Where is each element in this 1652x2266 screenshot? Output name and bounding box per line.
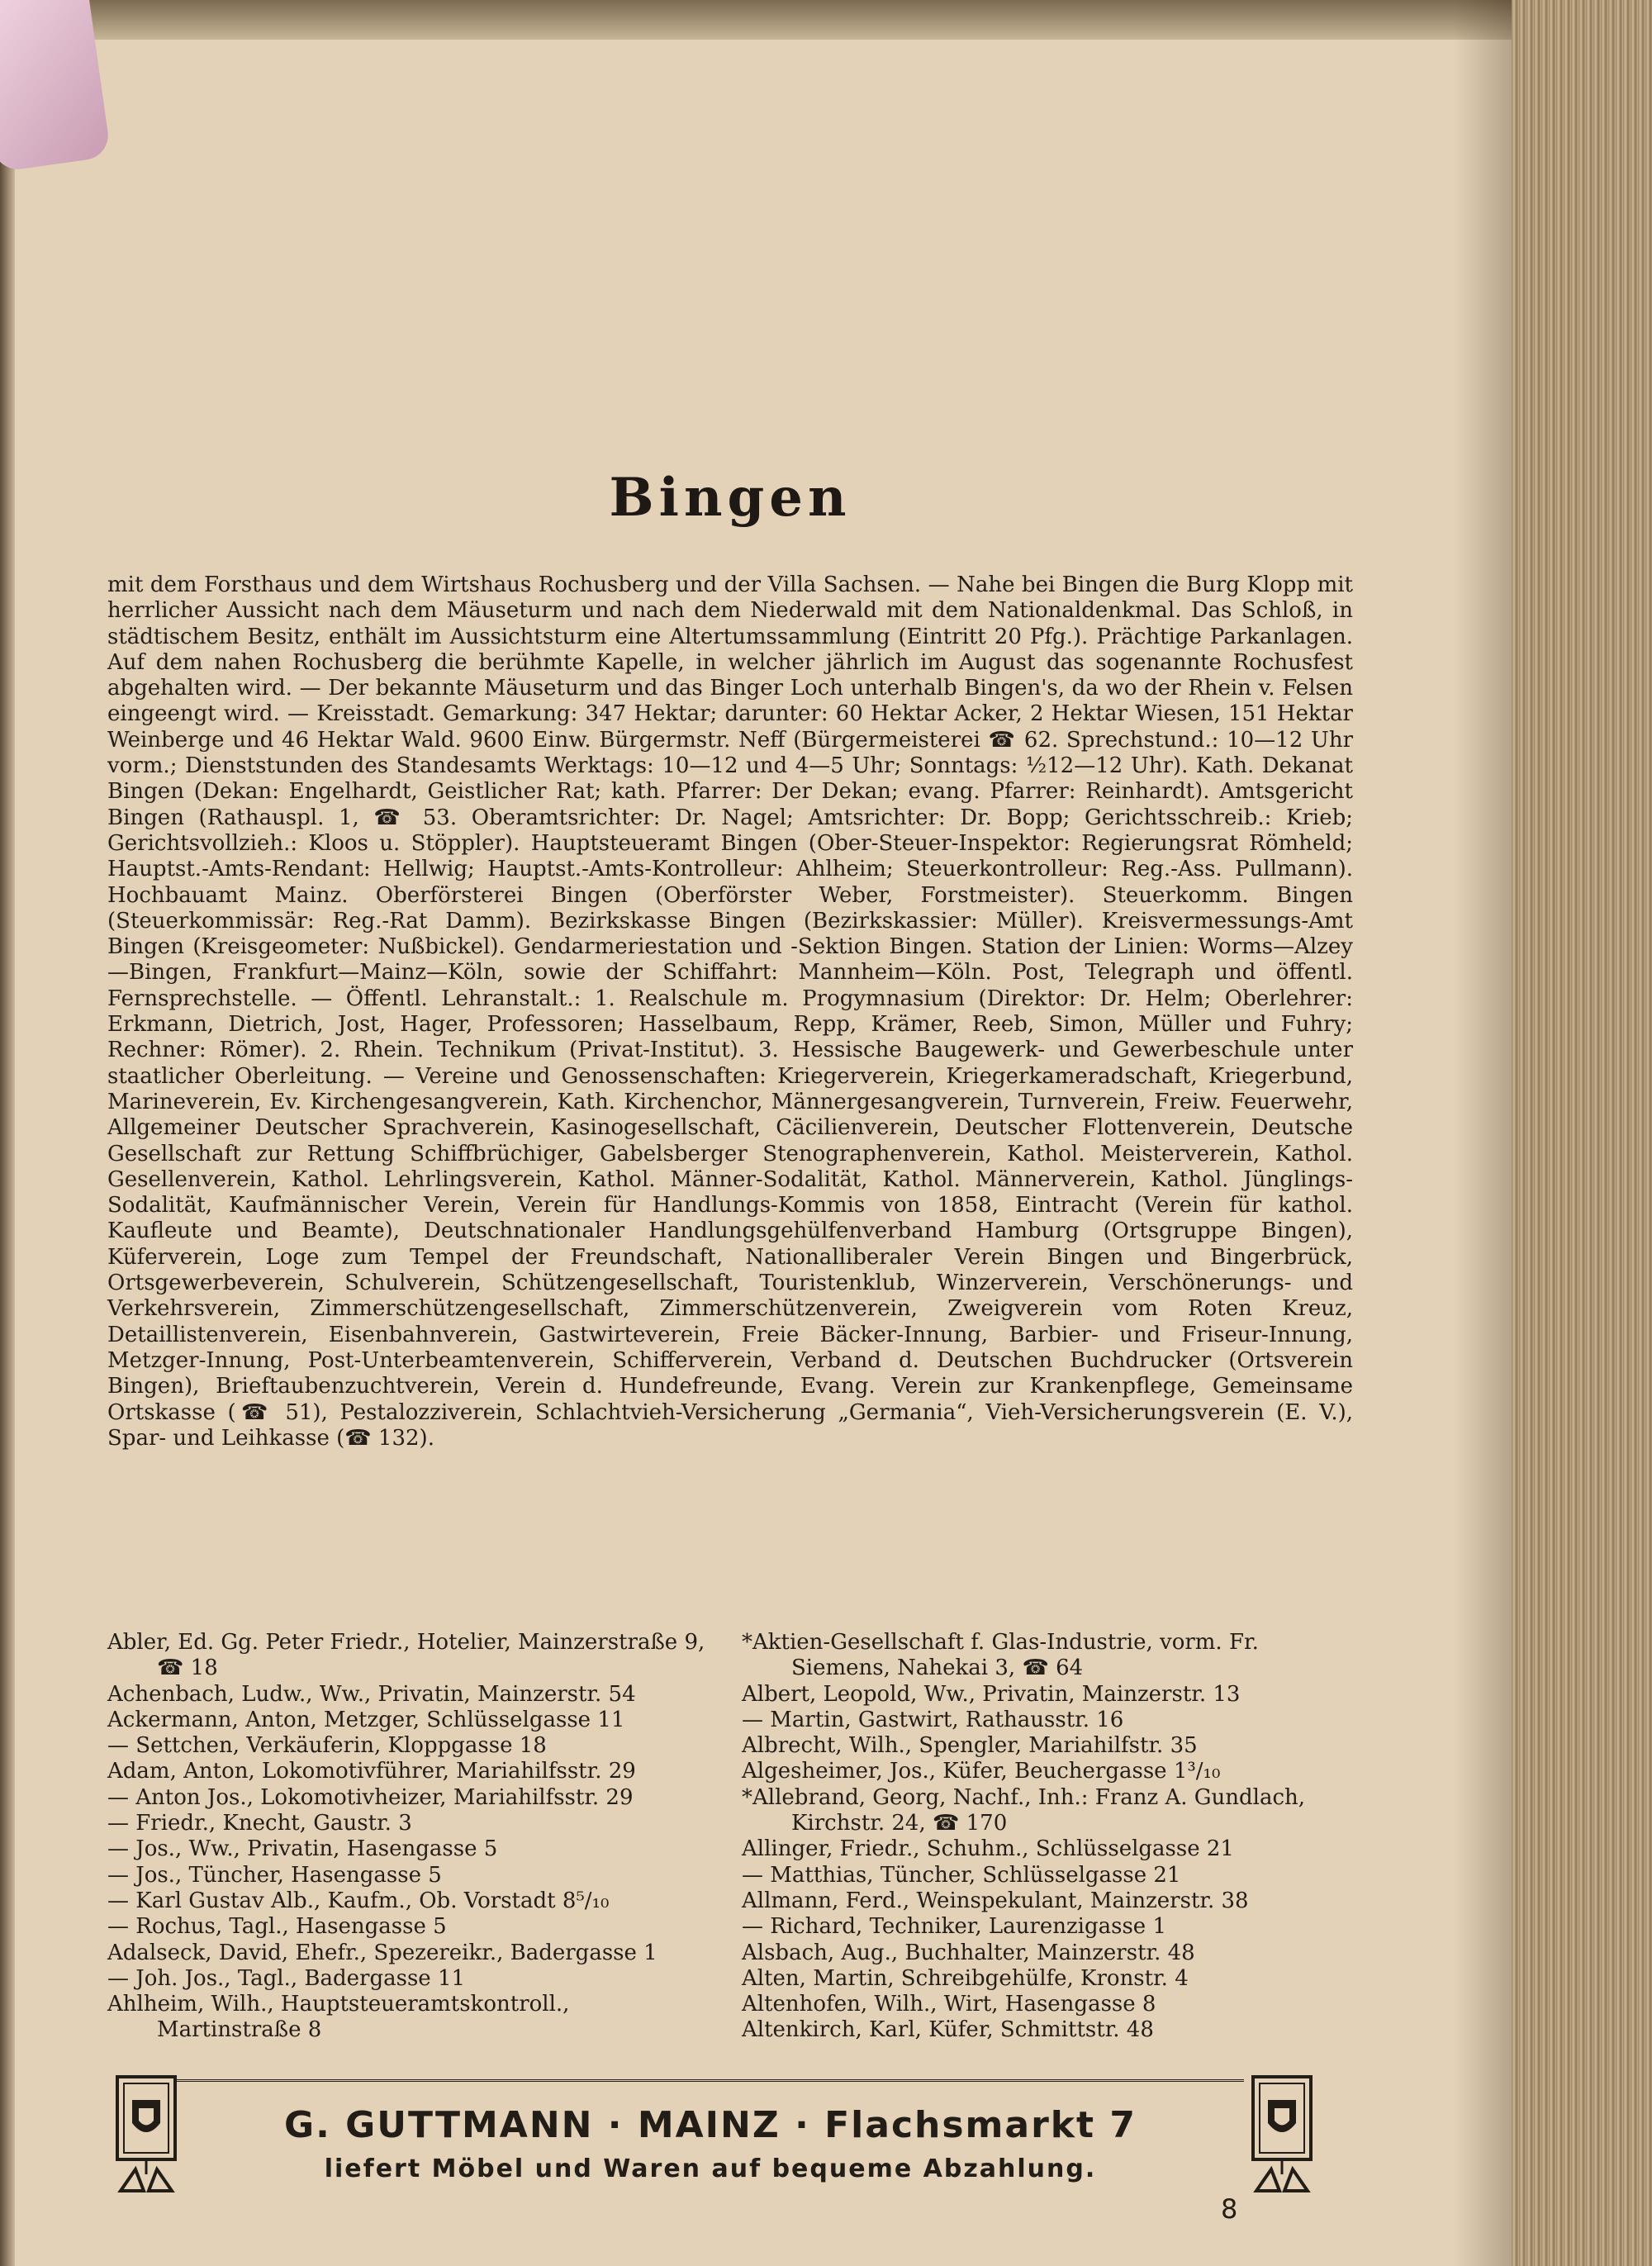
directory-entry: Altenhofen, Wilh., Wirt, Hasengasse 8 [742, 1992, 1156, 2017]
directory-entry: — Rochus, Tagl., Hasengasse 5 [107, 1914, 447, 1940]
directory-entry: Algesheimer, Jos., Küfer, Beuchergasse 1³/₁₀ [742, 1759, 1221, 1784]
directory-entry: — Friedr., Knecht, Gaustr. 3 [107, 1811, 412, 1836]
binding-shadow [1454, 0, 1512, 2266]
book-binding [1512, 0, 1652, 2266]
directory-entry: Allmann, Ferd., Weinspekulant, Mainzerstr. 38 [742, 1888, 1249, 1913]
advertisement-slogan: liefert Möbel und Waren auf bequeme Abzahlung. [324, 2154, 1097, 2183]
directory-entry: Altenkirch, Karl, Küfer, Schmittstr. 48 [742, 2017, 1154, 2043]
directory-entry: *Allebrand, Georg, Nachf., Inh.: Franz A. Gundlach, Kirchstr. 24, ☎ 170 [742, 1784, 1306, 1836]
directory-entry: Ahlheim, Wilh., Hauptsteueramtskontroll., Martinstraße 8 [107, 1992, 570, 2043]
directory-entry: Albrecht, Wilh., Spengler, Mariahilfstr. 35 [742, 1733, 1198, 1759]
directory-entry: Alsbach, Aug., Buchhalter, Mainzerstr. 48 [742, 1940, 1195, 1965]
advertisement-company: G. GUTTMANN · MAINZ · Flachsmarkt 7 [283, 2104, 1137, 2146]
directory-entry: — Anton Jos., Lokomotivheizer, Mariahilfsstr. 29 [107, 1784, 634, 1810]
directory-entry: Adam, Anton, Lokomotivführer, Mariahilfsstr. 29 [107, 1759, 636, 1784]
directory-entry: Alten, Martin, Schreibgehülfe, Kronstr. 4 [742, 1965, 1189, 1991]
shield-with-arrows-icon [116, 2075, 177, 2193]
directory-entry: — Jos., Ww., Privatin, Hasengasse 5 [107, 1836, 498, 1862]
directory-entry: Achenbach, Ludw., Ww., Privatin, Mainzerstr. 54 [107, 1681, 636, 1707]
page-top-edge [0, 0, 1652, 40]
directory-entry: Allinger, Friedr., Schuhm., Schlüsselgasse 21 [742, 1836, 1234, 1862]
directory-column-right [742, 1630, 1346, 2044]
shield-with-arrows-icon [1251, 2075, 1313, 2193]
directory-entry: Adalseck, David, Ehefr., Spezereikr., Badergasse 1 [107, 1940, 657, 1965]
directory-entry: Ackermann, Anton, Metzger, Schlüsselgasse 11 [107, 1707, 625, 1732]
directory-entry: — Richard, Techniker, Laurenzigasse 1 [742, 1914, 1166, 1940]
directory-column-left [107, 1630, 712, 2044]
page-title: Bingen [609, 467, 852, 529]
directory-entry: *Aktien-Gesellschaft f. Glas-Industrie, vorm. Fr. Siemens, Nahekai 3, ☎ 64 [742, 1630, 1259, 1681]
intro-paragraph: mit dem Forsthaus und dem Wirtshaus Rochusberg und der Villa Sachsen. — Nahe bei Bingen die Burg Klopp mit herrlicher Aussicht nach dem Mäuseturm und nach dem Niederwald mit dem Nationaldenkmal. Das Schloß, in städtischem Besitz, enthält im Aussichtsturm eine Altertumssammlung (Eintritt 20 Pfg.). Prächtige Parkanlagen. Auf dem nahen Rochusberg die berühmte Kapelle, in welcher jährlich im August das sogenannte Rochusfest abgehalten wird. — Der bekannte Mäuseturm und das Binger Loch unterhalb Bingen's, da wo der Rhein v. Felsen eingeengt wird. — Kreisstadt. Gemarkung: 347 Hektar; darunter: 60 Hektar Acker, 2 Hektar Wiesen, 151 Hektar Weinberge und 46 Hektar Wald. 9600 Einw. Bürgermstr. Neff (Bürgermeisterei ☎ 62. Sprechstund.: 10—12 Uhr vorm.; Dienststunden des Standesamts Werktags: 10—12 und 4—5 Uhr; Sonntags: ½12—12 Uhr). Kath. Dekanat Bingen (Dekan: Engelhardt, Geistlicher Rat; kath. Pfarrer: Der Dekan; evang. Pfarrer: Reinhardt). Amtsgericht Bingen (Rathauspl. 1, ☎ 53. Oberamtsrichter: Dr. Nagel; Amtsrichter: Dr. Bopp; Gerichtsschreib.: Krieb; Gerichtsvollzieh.: Kloos u. Stöppler). Hauptsteueramt Bingen (Ober-Steuer-Inspektor: Regierungsrat Römheld; Hauptst.-Amts-Rendant: Hellwig; Hauptst.-Amts-Kontrolleur: Ahlheim; Steuerkontrolleur: Reg.-Ass. Pullmann). Hochbauamt Mainz. Oberförsterei Bingen (Oberförster Weber, Forstmeister). Steuerkomm. Bingen (Steuerkommissär: Reg.-Rat Damm). Bezirkskasse Bingen (Bezirkskassier: Müller). Kreisvermessungs-Amt Bingen (Kreisgeometer: Nußbickel). Gendarmeriestation und -Sektion Bingen. Station der Linien: Worms—Alzey—Bingen, Frankfurt—Mainz—Köln, sowie der Schiffahrt: Mannheim—Köln. Post, Telegraph und öffentl. Fernsprechstelle. — Öffentl. Lehranstalt.: 1. Realschule m. Progymnasium (Direktor: Dr. Helm; Oberlehrer: Erkmann, Dietrich, Jost, Hager, Professoren; Hasselbaum, Repp, Krämer, Reeb, Simon, Müller und Fuhry; Rechner: Römer). 2. Rhein. Technikum (Privat-Institut). 3. Hessische Baugewerk- und Gewerbeschule unter staatlicher Oberleitung. — Vereine und Genossenschaften: Kriegerverein, Kriegerkameradschaft, Kriegerbund, Marineverein, Ev. Kirchengesangverein, Kath. Kirchenchor, Männergesangverein, Turnverein, Freiw. Feuerwehr, Allgemeiner Deutscher Sprachverein, Kasinogesellschaft, Cäcilienverein, Deutscher Flottenverein, Deutsche Gesellschaft zur Rettung Schiffbrüchiger, Gabelsberger Stenographenverein, Kathol. Meisterverein, Kathol. Gesellenverein, Kathol. Lehrlingsverein, Kathol. Männer-Sodalität, Kathol. Männerverein, Kathol. Jünglings-Sodalität, Kaufmännischer Verein, Verein für Handlungs-Kommis von 1858, Eintracht (Verein für kathol. Kaufleute und Beamte), Deutschnationaler Handlungsgehülfenverband Hamburg (Ortsgruppe Bingen), Küferverein, Loge zum Tempel der Freundschaft, Nationalliberaler Verein Bingen und Bingerbrück, Ortsgewerbeverein, Schulverein, Schützengesellschaft, Touristenklub, Winzerverein, Verschönerungs- und Verkehrsverein, Zimmerschützengesellschaft, Zimmerschützenverein, Zweigverein vom Roten Kreuz, Detaillistenverein, Eisenbahnverein, Gastwirteverein, Freie Bäcker-Innung, Barbier- und Friseur-Innung, Metzger-Innung, Post-Unterbeamtenverein, Schifferverein, Verband d. Deutschen Buchdrucker (Ortsverein Bingen), Brieftaubenzuchtverein, Verein d. Hundefreunde, Evang. Verein zur Krankenpflege, Gemeinsame Ortskasse (☎ 51), Pestalozziverein, Schlachtvieh-Versicherung „Germania“, Vieh-Versicherungsverein (E. V.), Spar- und Leihkasse (☎ 132). [107, 572, 1353, 1451]
directory-entry: — Jos., Tüncher, Hasengasse 5 [107, 1862, 442, 1888]
directory-entry: — Settchen, Verkäuferin, Kloppgasse 18 [107, 1733, 547, 1759]
directory-entry: Albert, Leopold, Ww., Privatin, Mainzerstr. 13 [742, 1681, 1241, 1707]
directory-entry: — Matthias, Tüncher, Schlüsselgasse 21 [742, 1862, 1181, 1888]
page-number: 8 [1221, 2193, 1238, 2225]
directory-entry: — Joh. Jos., Tagl., Badergasse 11 [107, 1965, 466, 1991]
directory-entry: — Karl Gustav Alb., Kaufm., Ob. Vorstadt 8⁵/₁₀ [107, 1888, 610, 1913]
directory-entry: Abler, Ed. Gg. Peter Friedr., Hotelier, Mainzerstraße 9, ☎ 18 [107, 1630, 705, 1681]
directory-entry: — Martin, Gastwirt, Rathausstr. 16 [742, 1707, 1124, 1732]
page-left-edge [0, 0, 15, 2266]
advertisement-top-rule [177, 2079, 1244, 2082]
